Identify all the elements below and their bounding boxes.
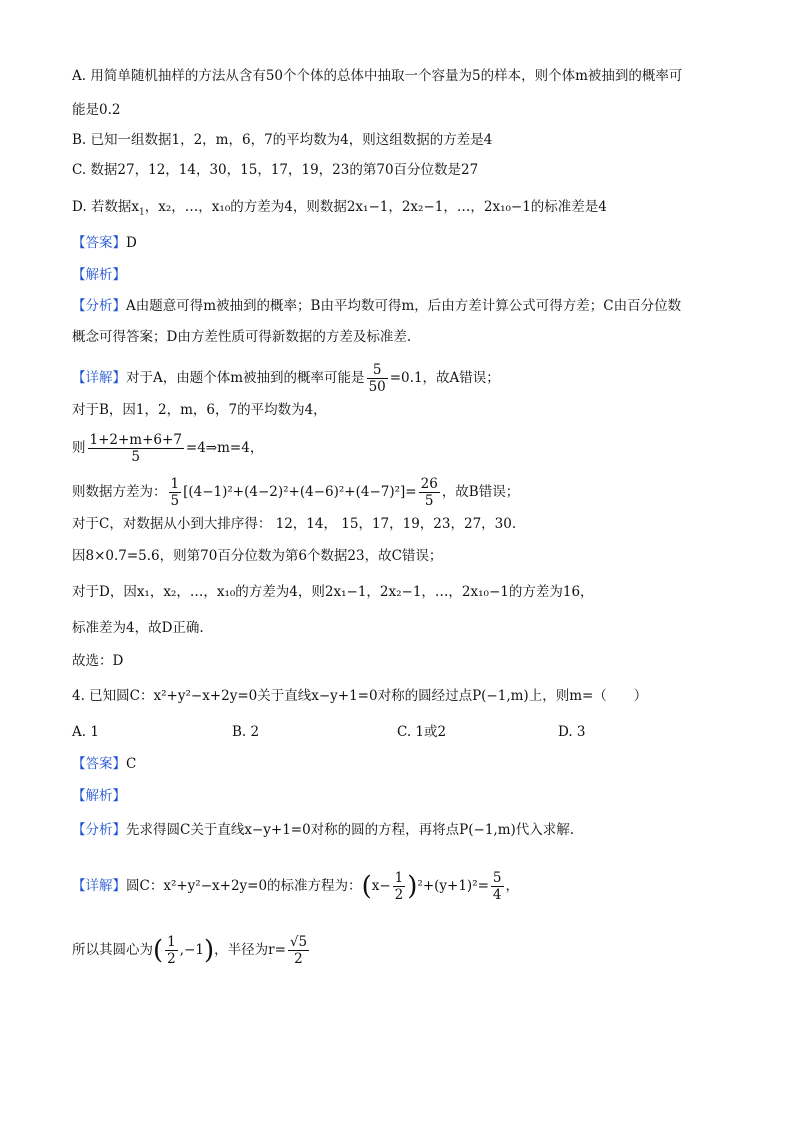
option-d-text: ，x₂，…，x₁₀的方差为4，则数据2x₁−1，2x₂−1，…，2x₁₀−1的标准差是4 <box>144 199 607 215</box>
option-c-text: C. 数据27，12，14，30，15，17，19，23的第70百分位数是27 <box>72 162 479 178</box>
d-text: 对于D，因x₁，x₂，…，x₁₀的方差为4，则2x₁−1，2x₂−1，…，2x₁₀−1的方差为16， <box>72 584 594 600</box>
answer-line-2 <box>72 754 136 774</box>
xiangjie-line-2: 【详解】圆C：x²+y²−x+2y=0的标准方程为：(x− $\frac{1}{2}$ )²+(y+1)²= $\frac{5}{4}$ ， <box>72 870 520 903</box>
options-4 <box>72 722 722 742</box>
fraction-radius: $\frac{√5}{2}$ <box>289 934 308 967</box>
c-text-cont: 因8×0.7=5.6，则第70百分位数为第6个数据23，故C错误； <box>72 548 443 564</box>
fenxi-text: 先求得圆C关于直线x−y+1=0对称的圆的方程，再将点P(−1,m)代入求解. <box>126 822 575 838</box>
fraction-5-4: $\frac{5}{4}$ <box>492 870 502 903</box>
c-text: 对于C，对数据从小到大排序得： 12，14， 15，17，19，23，27，30. <box>72 516 517 532</box>
option-b: B. 2 <box>232 724 260 740</box>
b-line-2: 则 $\frac{1+2+m+6+7}{5}$ =4⇒m=4， <box>72 432 264 465</box>
b-text: 对于B，因1，2，m，6，7的平均数为4， <box>72 402 327 418</box>
fraction-center-x: $\frac{1}{2}$ <box>167 934 176 967</box>
b-line-3: 则数据方差为： $\frac{1}{5}$ [(4−1)²+(4−2)²+(4−6)²+(4−7)²]= $\frac{26}{5}$ ，故B错误； <box>72 476 520 509</box>
line-c <box>72 160 478 180</box>
b-line-1 <box>72 400 327 420</box>
option-c: C. 1或2 <box>397 724 447 740</box>
xiangjie-tag: 【详解】 <box>72 878 126 894</box>
fenxi-text-cont: 概念可得答案；D由方差性质可得新数据的方差及标准差. <box>72 329 412 345</box>
fenxi-tag: 【分析】 <box>72 298 126 314</box>
xiangjie-tag: 【详解】 <box>72 370 126 386</box>
d-line-1 <box>72 582 594 602</box>
analysis-tag: 【解析】 <box>72 267 126 283</box>
answer-line-1 <box>72 233 137 253</box>
answer-tag: 【答案】 <box>72 756 126 772</box>
answer-value: D <box>126 235 137 251</box>
fraction-26-5: $\frac{26}{5}$ <box>420 476 438 509</box>
fraction-1-2: $\frac{1}{2}$ <box>394 870 404 903</box>
fraction-1-5: $\frac{1}{5}$ <box>170 476 180 509</box>
center-line: 所以其圆心为( $\frac{1}{2}$ ,−1)，半径为r= $\frac{√5}{2}$ <box>72 934 308 967</box>
fenxi-line-2 <box>72 327 411 347</box>
xiangjie-line-1: 【详解】对于A，由题个体m被抽到的概率可能是 $\frac{5}{50}$ =0.1，故A错误； <box>72 362 500 395</box>
line-a2 <box>72 100 120 120</box>
option-d-text-pre: D. 若数据x <box>72 199 140 215</box>
answer-value: C <box>126 756 137 772</box>
option-d: D. 3 <box>558 724 586 740</box>
d-line-2 <box>72 618 204 638</box>
choice-line <box>72 651 123 671</box>
question-4 <box>72 686 647 706</box>
xiangjie-text: 对于A，由题个体m被抽到的概率可能是 <box>126 370 365 386</box>
answer-tag: 【答案】 <box>72 235 126 251</box>
choice-text: 故选：D <box>72 653 124 669</box>
option-a-text: A. 用简单随机抽样的方法从含有50个个体的总体中抽取一个容量为5的样本，则个体m被抽到的概率可 <box>72 68 683 84</box>
option-b-text: B. 已知一组数据1，2，m，6，7的平均数为4，则这组数据的方差是4 <box>72 132 493 148</box>
fenxi-line-1 <box>72 296 681 316</box>
c-line-2 <box>72 546 442 566</box>
analysis-tag-line-2 <box>72 786 126 806</box>
fraction-mean: $\frac{1+2+m+6+7}{5}$ <box>89 432 182 465</box>
line-d: D. 若数据$x_1$，x₂，…，x₁₀的方差为4，则数据2x₁−1，2x₂−1，…，2x₁₀−1的标准差是4 <box>72 199 607 218</box>
fraction-5-50: $\frac{5}{50}$ <box>368 362 386 395</box>
c-line-1 <box>72 514 516 534</box>
line-a1 <box>72 66 682 86</box>
option-a: A. 1 <box>72 724 99 740</box>
analysis-tag: 【解析】 <box>72 788 126 804</box>
fenxi-tag: 【分析】 <box>72 822 126 838</box>
option-a-text-cont: 能是0.2 <box>72 102 121 118</box>
analysis-tag-line-1 <box>72 265 126 285</box>
line-b <box>72 130 492 150</box>
fenxi-line-3 <box>72 820 574 840</box>
question-4-text: 4. 已知圆C：x²+y²−x+2y=0关于直线x−y+1=0对称的圆经过点P(−1,m)上，则m=（ ） <box>72 688 648 704</box>
fenxi-text: A由题意可得m被抽到的概率；B由平均数可得m，后由方差计算公式可得方差；C由百分位数 <box>126 298 682 314</box>
d-text-cont: 标准差为4，故D正确. <box>72 620 204 636</box>
